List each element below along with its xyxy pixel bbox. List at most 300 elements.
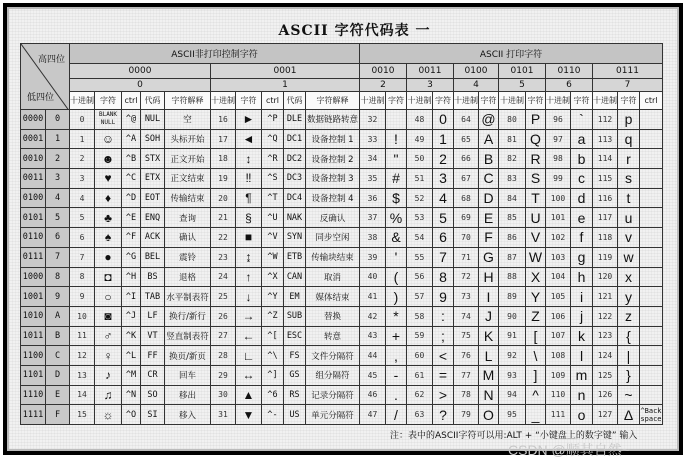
decimal-cell: 62: [407, 385, 433, 405]
decimal-cell: 26: [211, 306, 236, 326]
char-cell: ?: [433, 405, 454, 425]
char-cell: E: [479, 208, 499, 228]
ctrl-key-cell: ^-: [262, 405, 284, 425]
code-cell: RS: [284, 385, 306, 405]
table-row: [21, 188, 663, 208]
decimal-cell: 90: [499, 306, 526, 326]
char-glyph-cell: ☺: [95, 129, 122, 149]
char-cell: ;: [433, 326, 454, 346]
high-bin-header: 0100: [454, 64, 499, 79]
table-row: [21, 247, 663, 267]
decimal-cell: 110: [546, 385, 571, 405]
ctrl-key-cell: [640, 110, 663, 130]
code-cell: ETX: [141, 169, 165, 189]
char-cell: 4: [433, 188, 454, 208]
column-header-char: 字符: [479, 92, 499, 110]
description-cell: 震铃: [165, 247, 211, 267]
high-hex-header: 6: [546, 79, 593, 92]
code-cell: BS: [141, 267, 165, 287]
decimal-cell: 57: [407, 287, 433, 307]
decimal-cell: 63: [407, 405, 433, 425]
code-cell: SI: [141, 405, 165, 425]
high-hex-header: 5: [499, 79, 546, 92]
low-hex-cell: B: [46, 326, 70, 346]
low-hex-cell: 0: [46, 110, 70, 130]
char-glyph-cell: →: [236, 306, 262, 326]
char-glyph-cell: ♦: [95, 188, 122, 208]
decimal-cell: 95: [499, 405, 526, 425]
char-cell: h: [571, 267, 593, 287]
low-bin-cell: 1001: [21, 287, 46, 307]
decimal-cell: 15: [70, 405, 95, 425]
code-cell: DC3: [284, 169, 306, 189]
ctrl-key-cell: ^N: [122, 385, 141, 405]
decimal-cell: 24: [211, 267, 236, 287]
table-row: [21, 365, 663, 385]
decimal-cell: 1: [70, 129, 95, 149]
decimal-cell: 5: [70, 208, 95, 228]
decimal-cell: 76: [454, 346, 479, 366]
char-cell: ): [386, 287, 407, 307]
decimal-cell: 55: [407, 247, 433, 267]
table-row: [21, 208, 663, 228]
char-cell: e: [571, 208, 593, 228]
ctrl-key-cell: ^C: [122, 169, 141, 189]
decimal-cell: 67: [454, 169, 479, 189]
decimal-cell: 43: [360, 326, 386, 346]
decimal-cell: 31: [211, 405, 236, 425]
decimal-cell: 59: [407, 326, 433, 346]
decimal-cell: 113: [593, 129, 618, 149]
decimal-cell: 60: [407, 346, 433, 366]
description-cell: 取消: [306, 267, 360, 287]
description-cell: 替换: [306, 306, 360, 326]
char-glyph-cell: ‼: [236, 169, 262, 189]
low-hex-cell: C: [46, 346, 70, 366]
table-row: [21, 169, 663, 189]
ctrl-key-cell: ^G: [122, 247, 141, 267]
decimal-cell: 74: [454, 306, 479, 326]
ctrl-key-cell: ^B: [122, 149, 141, 169]
char-cell: 0: [433, 110, 454, 130]
decimal-cell: 73: [454, 287, 479, 307]
ctrl-key-cell: [640, 149, 663, 169]
char-cell: W: [526, 247, 546, 267]
ctrl-key-cell: ^E: [122, 208, 141, 228]
decimal-cell: 50: [407, 149, 433, 169]
ctrl-key-cell: [640, 287, 663, 307]
char-cell: :: [433, 306, 454, 326]
high-bin-header: 0111: [593, 64, 663, 79]
table-row: [21, 306, 663, 326]
decimal-cell: 29: [211, 365, 236, 385]
ctrl-key-cell: ^K: [122, 326, 141, 346]
char-cell: |: [618, 346, 640, 366]
page-title: ASCII 字符代码表 一: [278, 23, 431, 39]
decimal-cell: 123: [593, 326, 618, 346]
column-header-dec: 十进制: [593, 92, 618, 110]
char-cell: ^: [526, 385, 546, 405]
char-cell: }: [618, 365, 640, 385]
code-cell: BEL: [141, 247, 165, 267]
ctrl-key-cell: ^W: [262, 247, 284, 267]
code-cell: SUB: [284, 306, 306, 326]
decimal-cell: 14: [70, 385, 95, 405]
decimal-cell: 34: [360, 149, 386, 169]
char-glyph-cell: ♫: [95, 385, 122, 405]
printable-group-header: ASCII 打印字符: [360, 44, 663, 64]
description-cell: 换行/新行: [165, 306, 211, 326]
decimal-cell: 61: [407, 365, 433, 385]
decimal-cell: 72: [454, 267, 479, 287]
char-glyph-cell: ∟: [236, 346, 262, 366]
high-nibble-label: 高四位: [37, 55, 65, 65]
decimal-cell: 84: [499, 188, 526, 208]
table-row: [21, 287, 663, 307]
table-row: [21, 110, 663, 130]
char-cell: b: [571, 149, 593, 169]
decimal-cell: 56: [407, 267, 433, 287]
char-cell: @: [479, 110, 499, 130]
char-cell: T: [526, 188, 546, 208]
code-cell: LF: [141, 306, 165, 326]
column-header-code: 代码: [141, 92, 165, 110]
char-cell: Z: [526, 306, 546, 326]
code-cell: DC1: [284, 129, 306, 149]
ctrl-key-cell: [640, 365, 663, 385]
char-cell: S: [526, 169, 546, 189]
ctrl-key-cell: ^T: [262, 188, 284, 208]
code-cell: FS: [284, 346, 306, 366]
decimal-cell: 102: [546, 228, 571, 248]
char-cell: [386, 110, 407, 130]
low-bin-cell: 1000: [21, 267, 46, 287]
char-cell: k: [571, 326, 593, 346]
code-cell: CR: [141, 365, 165, 385]
low-hex-cell: 2: [46, 149, 70, 169]
decimal-cell: 125: [593, 365, 618, 385]
char-cell: M: [479, 365, 499, 385]
char-cell: N: [479, 385, 499, 405]
ctrl-key-cell: [640, 326, 663, 346]
high-hex-header: 3: [407, 79, 454, 92]
decimal-cell: 68: [454, 188, 479, 208]
decimal-cell: 18: [211, 149, 236, 169]
char-cell: g: [571, 247, 593, 267]
ctrl-key-cell: [640, 267, 663, 287]
char-cell: p: [618, 110, 640, 130]
char-cell: t: [618, 188, 640, 208]
char-cell: 2: [433, 149, 454, 169]
high-bin-header: 0001: [211, 64, 360, 79]
ctrl-key-cell: ^J: [122, 306, 141, 326]
low-hex-cell: 4: [46, 188, 70, 208]
char-glyph-cell: ♥: [95, 169, 122, 189]
char-cell: O: [479, 405, 499, 425]
char-glyph-cell: ●: [95, 247, 122, 267]
decimal-cell: 86: [499, 228, 526, 248]
char-cell: D: [479, 188, 499, 208]
decimal-cell: 97: [546, 129, 571, 149]
ctrl-key-cell: ^I: [122, 287, 141, 307]
description-cell: 设备控制 1: [306, 129, 360, 149]
ctrl-key-cell: ^6: [262, 385, 284, 405]
description-cell: 水平制表符: [165, 287, 211, 307]
code-cell: ACK: [141, 228, 165, 248]
code-cell: NUL: [141, 110, 165, 130]
description-cell: 组分隔符: [306, 365, 360, 385]
decimal-cell: 85: [499, 208, 526, 228]
ctrl-key-cell: [640, 306, 663, 326]
code-cell: SYN: [284, 228, 306, 248]
decimal-cell: 22: [211, 228, 236, 248]
char-glyph-cell: §: [236, 208, 262, 228]
decimal-cell: 127: [593, 405, 618, 425]
decimal-cell: 81: [499, 129, 526, 149]
decimal-cell: 93: [499, 365, 526, 385]
decimal-cell: 23: [211, 247, 236, 267]
decimal-cell: 75: [454, 326, 479, 346]
decimal-cell: 71: [454, 247, 479, 267]
ctrl-key-cell: ^[: [262, 326, 284, 346]
decimal-cell: 38: [360, 228, 386, 248]
low-bin-cell: 0111: [21, 247, 46, 267]
decimal-cell: 30: [211, 385, 236, 405]
char-cell: {: [618, 326, 640, 346]
decimal-cell: 54: [407, 228, 433, 248]
decimal-cell: 13: [70, 365, 95, 385]
decimal-cell: 79: [454, 405, 479, 425]
char-cell: 6: [433, 228, 454, 248]
ctrl-key-cell: ^U: [262, 208, 284, 228]
low-nibble-label: 低四位: [27, 93, 55, 103]
char-glyph-cell: ♣: [95, 208, 122, 228]
low-hex-cell: D: [46, 365, 70, 385]
column-header-char: 字符: [386, 92, 407, 110]
char-cell: 1: [433, 129, 454, 149]
decimal-cell: 89: [499, 287, 526, 307]
decimal-cell: 36: [360, 188, 386, 208]
ctrl-key-cell: ^Y: [262, 287, 284, 307]
decimal-cell: 32: [360, 110, 386, 130]
code-cell: ETB: [284, 247, 306, 267]
char-cell: u: [618, 208, 640, 228]
description-cell: 移入: [165, 405, 211, 425]
code-cell: TAB: [141, 287, 165, 307]
decimal-cell: 99: [546, 169, 571, 189]
high-hex-header: 1: [211, 79, 360, 92]
code-cell: DC4: [284, 188, 306, 208]
description-cell: 确认: [165, 228, 211, 248]
char-glyph-cell: ♠: [95, 228, 122, 248]
ctrl-key-cell: ^D: [122, 188, 141, 208]
decimal-cell: 122: [593, 306, 618, 326]
decimal-cell: 112: [593, 110, 618, 130]
decimal-cell: 25: [211, 287, 236, 307]
decimal-cell: 118: [593, 228, 618, 248]
decimal-cell: 28: [211, 346, 236, 366]
decimal-cell: 96: [546, 110, 571, 130]
ctrl-key-cell: [640, 247, 663, 267]
column-header-dec: 十进制: [546, 92, 571, 110]
code-cell: NAK: [284, 208, 306, 228]
low-hex-cell: F: [46, 405, 70, 425]
column-header-char: 字符: [571, 92, 593, 110]
decimal-cell: 27: [211, 326, 236, 346]
decimal-cell: 58: [407, 306, 433, 326]
char-glyph-cell: ↨: [236, 247, 262, 267]
high-bin-header: 0010: [360, 64, 407, 79]
char-cell: H: [479, 267, 499, 287]
ctrl-key-cell: ^S: [262, 169, 284, 189]
char-cell: V: [526, 228, 546, 248]
decimal-cell: 52: [407, 188, 433, 208]
table-row: [21, 228, 663, 248]
column-header-desc: 字符解释: [165, 92, 211, 110]
table-row: [21, 326, 663, 346]
low-bin-cell: 1111: [21, 405, 46, 425]
column-header-dec: 十进制: [70, 92, 95, 110]
decimal-cell: 46: [360, 385, 386, 405]
char-cell: ]: [526, 365, 546, 385]
description-cell: 移出: [165, 385, 211, 405]
description-cell: 传输块结束: [306, 247, 360, 267]
code-cell: SOH: [141, 129, 165, 149]
watermark: CSDN @顺其自然~: [508, 442, 630, 458]
ctrl-key-cell: [640, 228, 663, 248]
decimal-cell: 2: [70, 149, 95, 169]
ctrl-key-cell: [640, 188, 663, 208]
column-header-dec: 十进制: [499, 92, 526, 110]
decimal-cell: 33: [360, 129, 386, 149]
decimal-cell: 94: [499, 385, 526, 405]
low-bin-cell: 0100: [21, 188, 46, 208]
description-cell: 反确认: [306, 208, 360, 228]
char-cell: K: [479, 326, 499, 346]
char-glyph-cell: ▼: [236, 405, 262, 425]
description-cell: 传输结束: [165, 188, 211, 208]
char-cell: #: [386, 169, 407, 189]
low-bin-cell: 0000: [21, 110, 46, 130]
decimal-cell: 103: [546, 247, 571, 267]
column-header-char: 字符: [236, 92, 262, 110]
char-cell: \: [526, 346, 546, 366]
decimal-cell: 40: [360, 267, 386, 287]
char-glyph-cell: ■: [236, 228, 262, 248]
high-hex-header: 2: [360, 79, 407, 92]
code-cell: ESC: [284, 326, 306, 346]
char-cell: (: [386, 267, 407, 287]
decimal-cell: 98: [546, 149, 571, 169]
char-cell: &: [386, 228, 407, 248]
description-cell: 设备控制 3: [306, 169, 360, 189]
decimal-cell: 8: [70, 267, 95, 287]
decimal-cell: 20: [211, 188, 236, 208]
char-cell: w: [618, 247, 640, 267]
decimal-cell: 126: [593, 385, 618, 405]
char-glyph-cell: ◙: [95, 306, 122, 326]
description-cell: 正文结束: [165, 169, 211, 189]
char-cell: 5: [433, 208, 454, 228]
decimal-cell: 120: [593, 267, 618, 287]
low-hex-cell: 1: [46, 129, 70, 149]
description-cell: 记录分隔符: [306, 385, 360, 405]
low-hex-cell: A: [46, 306, 70, 326]
decimal-cell: 3: [70, 169, 95, 189]
char-glyph-cell: ◘: [95, 267, 122, 287]
low-bin-cell: 1110: [21, 385, 46, 405]
char-cell: 8: [433, 267, 454, 287]
char-cell: C: [479, 169, 499, 189]
ascii-table: [20, 43, 663, 425]
char-cell: f: [571, 228, 593, 248]
decimal-cell: 104: [546, 267, 571, 287]
decimal-cell: 119: [593, 247, 618, 267]
decimal-cell: 100: [546, 188, 571, 208]
char-cell: !: [386, 129, 407, 149]
low-hex-cell: 6: [46, 228, 70, 248]
decimal-cell: 117: [593, 208, 618, 228]
code-cell: STX: [141, 149, 165, 169]
column-header-ctrl: ctrl: [262, 92, 284, 110]
decimal-cell: 69: [454, 208, 479, 228]
ctrl-key-cell: ^X: [262, 267, 284, 287]
ctrl-key-cell: ^V: [262, 228, 284, 248]
low-bin-cell: 0010: [21, 149, 46, 169]
char-cell: l: [571, 346, 593, 366]
decimal-cell: 115: [593, 169, 618, 189]
decimal-cell: 111: [546, 405, 571, 425]
ctrl-key-cell: [640, 129, 663, 149]
ctrl-key-cell: [640, 169, 663, 189]
decimal-cell: 10: [70, 306, 95, 326]
description-cell: 回车: [165, 365, 211, 385]
ctrl-key-cell: ^A: [122, 129, 141, 149]
decimal-cell: 53: [407, 208, 433, 228]
column-header-dec: 十进制: [360, 92, 386, 110]
decimal-cell: 65: [454, 129, 479, 149]
low-bin-cell: 1101: [21, 365, 46, 385]
char-cell: n: [571, 385, 593, 405]
description-cell: 单元分隔符: [306, 405, 360, 425]
char-cell: A: [479, 129, 499, 149]
char-glyph-cell: ¶: [236, 188, 262, 208]
decimal-cell: 41: [360, 287, 386, 307]
decimal-cell: 12: [70, 346, 95, 366]
ctrl-key-cell: ^M: [122, 365, 141, 385]
char-cell: U: [526, 208, 546, 228]
char-cell: R: [526, 149, 546, 169]
decimal-cell: 101: [546, 208, 571, 228]
decimal-cell: 105: [546, 287, 571, 307]
ctrl-key-cell: ^R: [262, 149, 284, 169]
char-cell: F: [479, 228, 499, 248]
decimal-cell: 35: [360, 169, 386, 189]
low-hex-cell: 5: [46, 208, 70, 228]
char-glyph-cell: ↑: [236, 267, 262, 287]
decimal-cell: 124: [593, 346, 618, 366]
decimal-cell: 70: [454, 228, 479, 248]
char-cell: +: [386, 326, 407, 346]
char-glyph-cell: ↔: [236, 365, 262, 385]
char-cell: /: [386, 405, 407, 425]
char-cell: =: [433, 365, 454, 385]
ctrl-key-cell: [640, 208, 663, 228]
description-cell: 设备控制 2: [306, 149, 360, 169]
ctrl-key-cell: ^]: [262, 365, 284, 385]
low-hex-cell: 8: [46, 267, 70, 287]
char-glyph-cell: ♂: [95, 326, 122, 346]
